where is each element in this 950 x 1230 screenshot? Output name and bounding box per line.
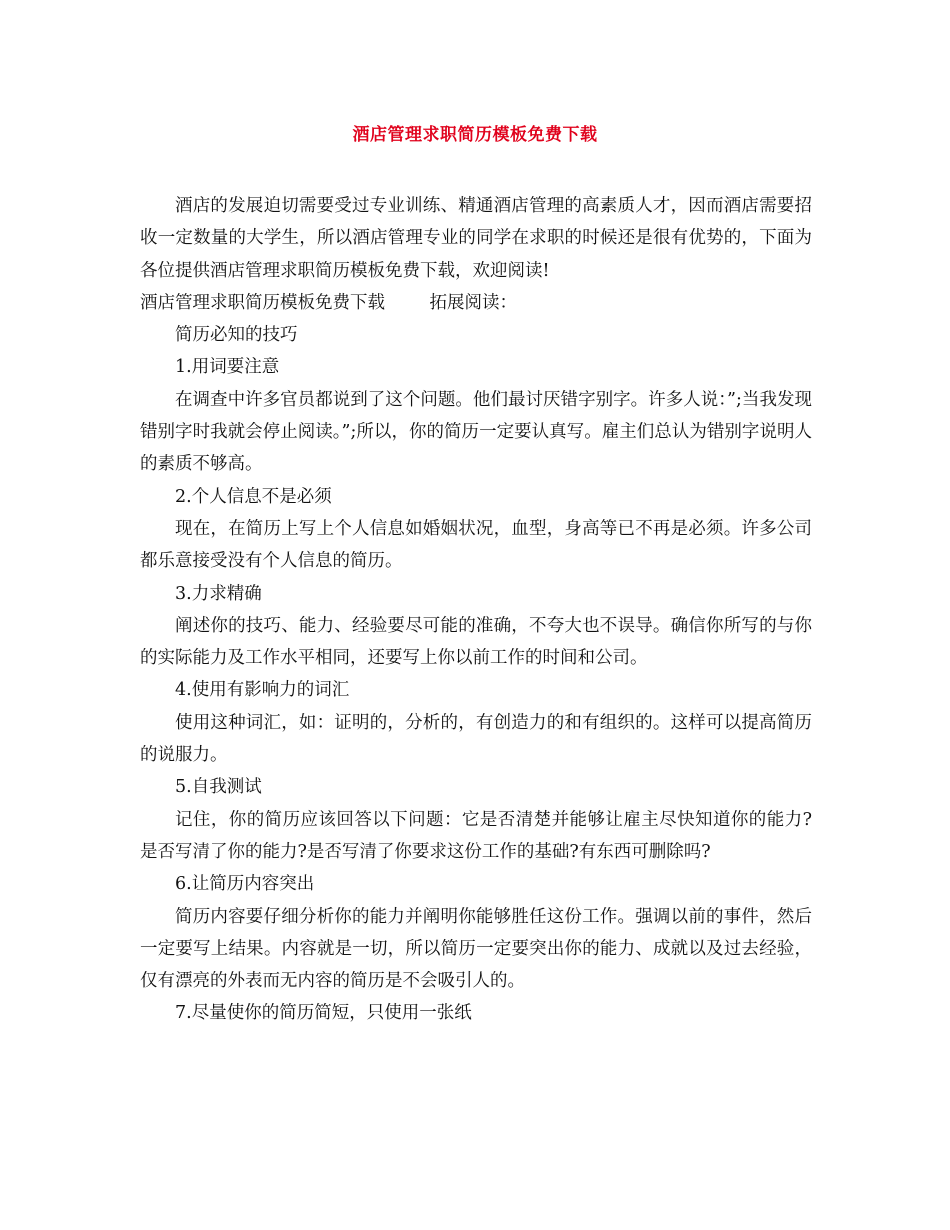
tip-body-2: 现在，在简历上写上个人信息如婚姻状况，血型，身高等已不再是必须。许多公司都乐意接受没有个人信息的简历。 [140,518,812,572]
tip-body-3: 阐述你的技巧、能力、经验要尽可能的准确，不夸大也不误导。确信你所写的与你的实际能力及工作水平相同，还要写上你以前工作的时间和公司。 [140,615,812,669]
tip-body-1: 在调查中许多官员都说到了这个问题。他们最讨厌错字别字。许多人说：”;当我发现错别字时我就会停止阅读。”;所以，你的简历一定要认真写。雇主们总认为错别字说明人的素质不够高。 [140,389,812,475]
document-body [140,190,812,1030]
tip-body-4: 使用这种词汇，如：证明的，分析的，有创造力的和有组织的。这样可以提高简历的说服力。 [140,712,812,766]
tip-body-5: 记住，你的简历应该回答以下问题：它是否清楚并能够让雇主尽快知道你的能力?是否写清了你的能力?是否写清了你要求这份工作的基础?有东西可删除吗? [140,809,812,862]
tip-heading-4: 4.使用有影响力的词汇 [175,680,350,701]
tip-heading-1: 1.用词要注意 [175,357,280,378]
tip-body-6: 简历内容要仔细分析你的能力并阐明你能够胜任这份工作。强调以前的事件，然后一定要写上结果。内容就是一切，所以简历一定要突出你的能力、成就以及过去经验，仅有漂亮的外表而无内容的简历是不会吸引人的。 [140,906,812,992]
tip-heading-2: 2.个人信息不是必须 [175,486,332,507]
document-title: 酒店管理求职简历模板免费下载 [352,125,598,145]
tip-heading-3: 3.力求精确 [175,583,262,604]
tip-heading-6: 6.让简历内容突出 [175,874,315,895]
tip-heading-7: 7.尽量使你的简历简短，只使用一张纸 [175,1003,472,1024]
extended-reading-line: 酒店管理求职简历模板免费下载 拓展阅读： [140,292,518,313]
intro-paragraph: 酒店的发展迫切需要受过专业训练、精通酒店管理的高素质人才，因而酒店需要招收一定数量的大学生，所以酒店管理专业的同学在求职的时候还是很有优势的，下面为各位提供酒店管理求职简历模板免费下载，欢迎阅读! [140,196,812,281]
section-heading: 简历必知的技巧 [175,325,298,346]
tip-heading-5: 5.自我测试 [175,777,262,798]
